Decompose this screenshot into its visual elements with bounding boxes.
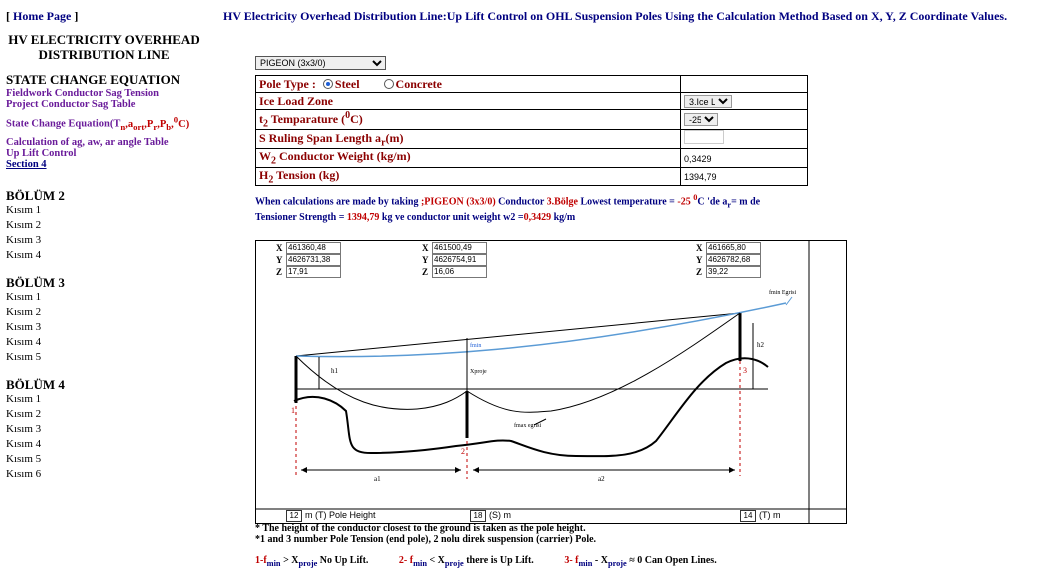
pole-height-1-input[interactable]: 12 [286,510,302,522]
span-label [256,130,681,149]
uplift-legend [255,555,745,568]
z-label: Z [696,267,703,277]
temperature-select[interactable] [684,113,718,126]
tension-row [256,167,808,185]
legend-f: 2- f [398,555,414,566]
pole-height-2-input[interactable]: 18 [470,510,486,522]
footnote-1: * The height of the conductor closest to the ground is taken as the pole height. [255,523,586,534]
x-label: X [276,243,283,253]
info-text: When calculations are made by taking [255,196,421,208]
legend-sub: proje [298,559,318,568]
coords-pole-3 [696,242,761,278]
temp-label-t: t [259,112,263,126]
info-text: kg/m [551,212,576,224]
info-text: Tensioner Strength = [255,212,347,224]
z-input[interactable]: 39,22 [706,266,761,278]
legend-text: No Up Lift. [317,555,369,566]
arrow-head [455,467,461,473]
steel-label: Steel [334,76,360,91]
y-input[interactable]: 4626731,38 [286,254,341,266]
pole-type-row [256,76,808,93]
home-bracket-open: [ [6,9,13,23]
span-label-text: S Ruling Span Length a [259,130,382,145]
uplift-diagram [255,240,847,524]
bolum3-item[interactable]: Kısım 2 [6,306,42,318]
conductor-select[interactable] [255,56,386,70]
pole-type-label: Pole Type : [259,76,316,91]
span-cell [681,130,808,149]
info-degree: 0 [693,193,698,202]
pole-1-number: 1 [291,406,295,415]
sidebar-title: HV ELECTRICITY OVERHEAD DISTRIBUTION LINE [8,32,200,62]
tension-label-sub: 2 [268,174,274,186]
info-tension: 1394,79 [346,212,380,224]
weight-label-w: W [259,149,271,164]
arrow-head [729,467,735,473]
bolum3-heading: BÖLÜM 3 [6,275,65,290]
sidebar-links [6,88,211,170]
bolum3-item[interactable]: Kısım 3 [6,321,42,333]
info-text: Lowest temperature = [577,196,678,208]
bolum3-item[interactable]: Kısım 1 [6,291,42,303]
legend-sub: proje [607,559,627,568]
weight-label-text: Conductor Weight (kg/m) [276,149,411,164]
info-conductor: ;PIGEON (3x3/0) [420,196,496,208]
temp-label-text: Temparature ( [268,112,346,126]
legend-x: > X [280,555,299,566]
y-input[interactable]: 4626782,68 [706,254,761,266]
y-input[interactable]: 4626754,91 [432,254,487,266]
ice-load-row [256,93,808,110]
legend-sub: min [578,559,593,568]
pole-height-3-label: (T) m [759,510,781,520]
info-zone: 3.Bölge [546,196,578,208]
bolum3-item[interactable]: Kısım 5 [6,351,42,363]
span-label-sub: r [381,137,386,149]
pole-height-1-label: m (T) Pole Height [305,510,376,520]
legend-text: ≈ 0 Can Open Lines. [626,555,717,566]
pole-2-number: 2 [461,447,465,456]
sidebar-link-project[interactable]: Project Conductor Sag Table [6,99,136,110]
temperature-cell [681,110,808,130]
arrow-head [473,467,479,473]
x-label: X [696,243,703,253]
legend-item-3 [564,555,716,566]
x-label: X [422,243,429,253]
a2-label: a2 [598,475,605,483]
pole-3-number: 3 [743,366,747,375]
temp-label-end: C) [350,112,363,126]
footnote-2: *1 and 3 number Pole Tension (end pole), 2 nolu direk suspension (carrier) Pole. [255,534,597,545]
tension-label-text: Tension (kg) [273,167,340,182]
span-input[interactable] [684,130,724,144]
bolum4-item[interactable]: Kısım 6 [6,468,42,480]
home-page-link[interactable]: Home Page [13,9,72,23]
legend-x: < X [426,555,445,566]
span-label-end: (m) [385,130,404,145]
bolum2-item[interactable]: Kısım 3 [6,234,42,246]
pole-type-empty-cell [681,76,808,93]
a1-label: a1 [374,475,381,483]
ice-load-label: Ice Load Zone [256,93,681,110]
sidebar-link-state-change[interactable]: State Change $Equation(T_n,a_{ort},P_r,P_b,^0C)$ [6,114,190,132]
fmin-egrisi-pointer [786,297,792,305]
calculation-info [255,191,815,224]
fmax-label: fmax egrisi [514,423,542,429]
info-temp: -25 [677,196,691,208]
pole-type-cell [256,76,681,93]
z-input[interactable]: 17,91 [286,266,341,278]
z-label: Z [422,267,429,277]
legend-f: 1-f [255,555,267,566]
x-input[interactable]: 461665,80 [706,242,761,254]
concrete-radio[interactable] [384,79,394,89]
x-input[interactable]: 461360,48 [286,242,341,254]
tension-cell [681,167,808,185]
page-title: HV Electricity Overhead Distribution Line:Up Lift Control on OHL Suspension Poles Using the Calculation Method Based on X, Y, Z Coordinate Values. [223,9,1008,23]
legend-text: there is Up Lift. [463,555,534,566]
h1-label: h1 [331,367,338,375]
legend-sub: proje [444,559,464,568]
bolum2-group [6,189,65,263]
y-label: Y [696,255,703,265]
home-page-link-wrap [6,9,78,24]
arrow-head [301,467,307,473]
y-label: Y [276,255,283,265]
parameters-table [255,75,808,186]
sidebar-link-section4[interactable]: Section 4 [6,158,47,170]
bolum4-item[interactable]: Kısım 3 [6,423,42,435]
bolum4-group [6,378,65,482]
bolum2-item[interactable]: Kısım 4 [6,249,42,261]
weight-value: 0,3429 [684,153,712,164]
info-text: Conductor [495,196,547,208]
info-text: kg ve conductor unit weight w2 = [379,212,524,224]
ice-load-select[interactable] [684,95,732,108]
legend-sub: min [413,559,427,568]
sidebar-link-uplift[interactable]: Up Lift Control [6,147,77,159]
temperature-label [256,110,681,130]
sag-curve-1 [296,356,467,409]
pole-height-2 [470,510,511,522]
z-input[interactable]: 16,06 [432,266,487,278]
pole-height-3 [740,510,781,522]
bolum4-item[interactable]: Kısım 2 [6,408,42,420]
h2-label: h2 [757,341,764,349]
bolum2-heading: BÖLÜM 2 [6,188,65,203]
span-row [256,130,808,149]
pole-height-2-label: (S) m [489,510,511,520]
footnotes [255,523,596,545]
y-label: Y [422,255,429,265]
info-weight: 0,3429 [523,212,552,224]
bolum3-item[interactable]: Kısım 4 [6,336,42,348]
bolum4-item[interactable]: Kısım 5 [6,453,42,465]
z-label: Z [276,267,283,277]
bolum4-item[interactable]: Kısım 4 [6,438,42,450]
temperature-row [256,110,808,130]
fmin-label: fmin [470,343,482,349]
sidebar-link-fieldwork[interactable]: Fieldwork Conductor Sag Tension [6,88,159,99]
legend-item-2 [399,555,534,566]
x-input[interactable]: 461500,49 [432,242,487,254]
ice-load-cell [681,93,808,110]
weight-label-sub: 2 [271,155,276,167]
concrete-label: Concrete [395,76,442,91]
weight-cell [681,149,808,167]
xproje-label: Xproje [470,369,487,375]
temp-label-sup: 0 [345,110,351,121]
info-ar-sub: r [727,200,732,210]
pole-height-3-input[interactable]: 14 [740,510,756,522]
fmin-egrisi-label: fmin Egrisi [769,290,797,296]
info-text: C 'de a [697,196,728,208]
bolum2-item[interactable]: Kısım 2 [6,219,42,231]
bolum3-group [6,276,65,365]
legend-item-1 [255,555,368,566]
bolum4-item[interactable]: Kısım 1 [6,393,42,405]
ground-profile [294,358,768,456]
state-change-label: State Change Equation(T [6,118,121,130]
bolum2-item[interactable]: Kısım 1 [6,204,42,216]
coords-pole-1 [276,242,341,278]
legend-sub: min [266,559,281,568]
bolum4-heading: BÖLÜM 4 [6,377,65,392]
info-text: = m de [731,196,761,208]
temp-label-sub: 2 [263,118,268,130]
weight-label [256,149,681,167]
legend-f: 3- f [564,555,579,566]
sag-curve-2 [467,313,740,412]
pole-height-1 [286,510,376,522]
steel-radio[interactable] [323,79,333,89]
chord-line [296,313,740,356]
weight-row [256,149,808,167]
sidebar-link-angle[interactable]: Calculation of ag, aw, ar angle Table [6,136,169,148]
uplift-diagram-svg [256,241,846,523]
tension-label-h: H [259,167,269,182]
coords-pole-2 [422,242,487,278]
home-bracket-close: ] [71,9,79,23]
tension-label [256,167,681,185]
state-change-heading: STATE CHANGE EQUATION [6,72,181,87]
legend-x: - X [592,555,608,566]
tension-value: 1394,79 [684,171,717,182]
